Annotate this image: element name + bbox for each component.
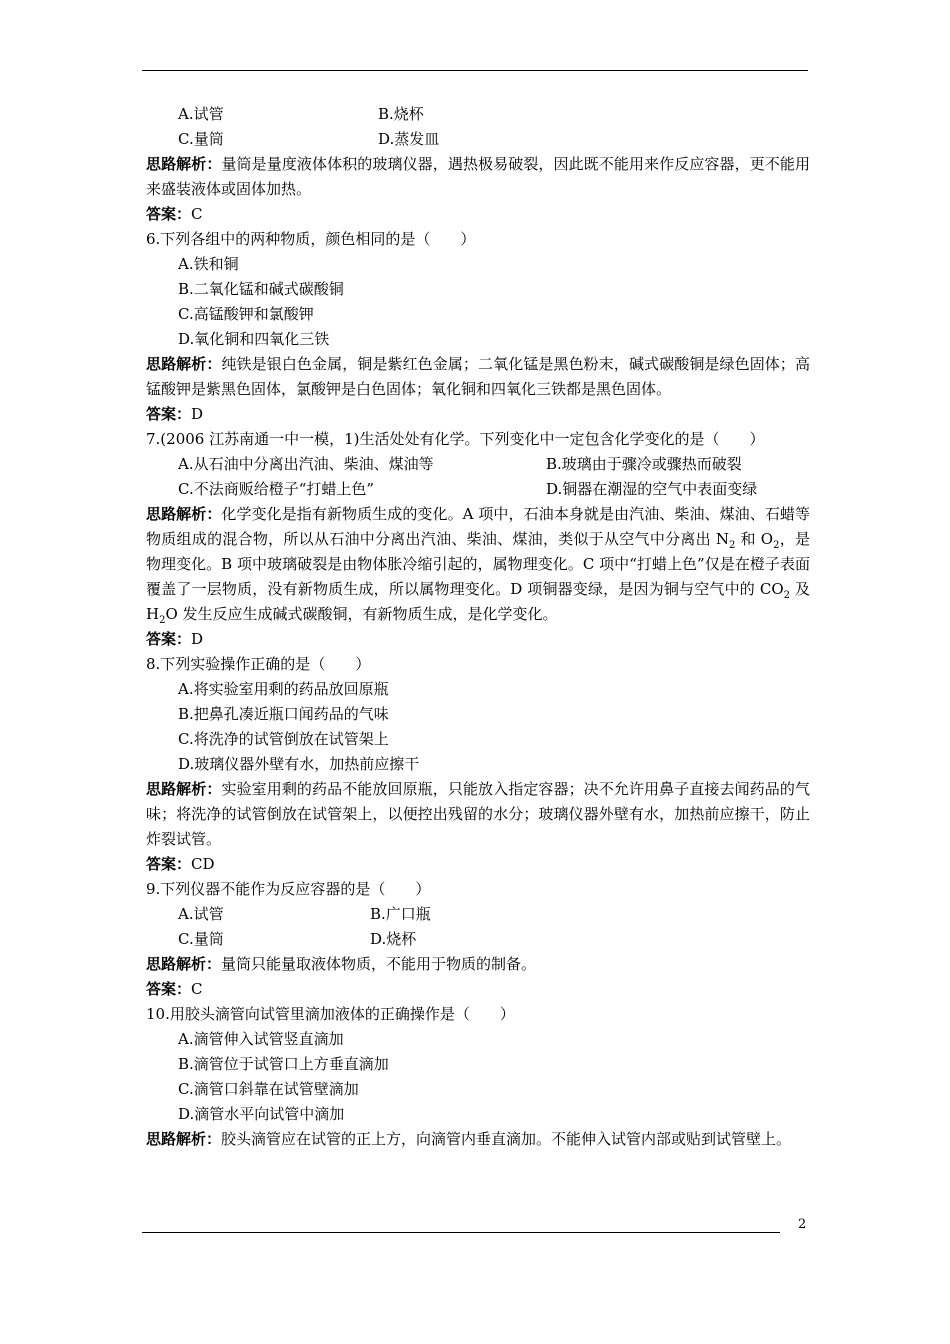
q6-option-b: B.二氧化锰和碱式碳酸铜 [178, 280, 344, 298]
q9-answer: 答案：C [146, 980, 203, 998]
q9-analysis: 思路解析：量筒只能量取液体物质，不能用于物质的制备。 [146, 955, 537, 973]
q5-option-a: A.试管 [178, 105, 224, 123]
q9-option-d: D.烧杯 [370, 930, 417, 948]
analysis-label: 思路解析： [146, 155, 222, 173]
q6-stem: 6.下列各组中的两种物质，颜色相同的是（ ） [146, 230, 476, 248]
q10-stem: 10.用胶头滴管向试管里滴加液体的正确操作是（ ） [146, 1005, 515, 1023]
q8-option-b: B.把鼻孔凑近瓶口闻药品的气味 [178, 705, 389, 723]
q7-analysis: 思路解析：化学变化是指有新物质生成的变化。A 项中，石油本身就是由汽油、柴油、煤油、石蜡等物质组成的混合物，所以从石油中分离出汽油、柴油、煤油，类似于从空气中分离出 $N_2$ 和 $O_2$，是物理变化。B 项中玻璃破裂是由物体胀冷缩引起的，属物理变化。C 项中“打蜡上色”仅是在橙子表面覆盖了一层物质，没有新物质生成，所以属物理变化。D 项铜器变绿，是因为铜与空气中的 $CO_2$ 及 $H_2O$ 发生反应生成碱式碳酸铜，有新物质生成，是化学变化。 [146, 505, 810, 626]
q8-option-d: D.玻璃仪器外壁有水，加热前应擦干 [178, 755, 420, 773]
q7-option-b: B.玻璃由于骤冷或骤热而破裂 [546, 455, 742, 473]
q5-analysis: 思路解析：量筒是量度液体体积的玻璃仪器，遇热极易破裂，因此既不能用来作反应容器，更不能用来盛装液体或固体加热。 [146, 155, 810, 198]
q5-option-b: B.烧杯 [378, 105, 424, 123]
q5-options-row-1 [146, 102, 810, 127]
q5-option-c: C.量筒 [178, 130, 224, 148]
q9-option-a: A.试管 [178, 905, 224, 923]
page-number: 2 [798, 1217, 807, 1232]
q9-stem: 9.下列仪器不能作为反应容器的是（ ） [146, 880, 431, 898]
document-body [146, 102, 810, 1152]
q7-option-d: D.铜器在潮湿的空气中表面变绿 [546, 480, 758, 498]
q10-analysis: 思路解析：胶头滴管应在试管的正上方，向滴管内垂直滴加。不能伸入试管内部或贴到试管壁上。 [146, 1130, 792, 1148]
q7-option-c: C.不法商贩给橙子“打蜡上色” [178, 480, 375, 498]
q5-options-row-2 [146, 127, 810, 152]
q9-option-b: B.广口瓶 [370, 905, 431, 923]
q5-option-d: D.蒸发皿 [378, 130, 440, 148]
q10-option-b: B.滴管位于试管口上方垂直滴加 [178, 1055, 389, 1073]
q6-analysis: 思路解析：纯铁是银白色金属，铜是紫红色金属；二氧化锰是黑色粉末，碱式碳酸铜是绿色固体；高锰酸钾是紫黑色固体，氯酸钾是白色固体；氧化铜和四氧化三铁都是黑色固体。 [146, 355, 810, 398]
q7-option-a: A.从石油中分离出汽油、柴油、煤油等 [178, 455, 434, 473]
q10-option-a: A.滴管伸入试管竖直滴加 [178, 1030, 344, 1048]
q10-option-d: D.滴管水平向试管中滴加 [178, 1105, 345, 1123]
q8-option-a: A.将实验室用剩的药品放回原瓶 [178, 680, 389, 698]
q5-answer: 答案：C [146, 205, 203, 223]
q9-options-row-2 [146, 927, 810, 952]
q9-option-c: C.量筒 [178, 930, 224, 948]
footer-rule [142, 1232, 780, 1233]
q6-answer: 答案：D [146, 405, 204, 423]
q7-options-row-1 [146, 452, 810, 477]
header-rule [142, 70, 808, 71]
q8-stem: 8.下列实验操作正确的是（ ） [146, 655, 371, 673]
q7-stem: 7.(2006 江苏南通一中一模，1)生活处处有化学。下列变化中一定包含化学变化的是（ ） [146, 430, 765, 448]
q6-option-a: A.铁和铜 [178, 255, 239, 273]
q8-analysis: 思路解析：实验室用剩的药品不能放回原瓶，只能放入指定容器；决不允许用鼻子直接去闻药品的气味；将洗净的试管倒放在试管架上，以便控出残留的水分；玻璃仪器外壁有水，加热前应擦干，防止炸裂试管。 [146, 780, 810, 848]
q6-option-d: D.氧化铜和四氧化三铁 [178, 330, 330, 348]
q10-option-c: C.滴管口斜靠在试管壁滴加 [178, 1080, 359, 1098]
q8-option-c: C.将洗净的试管倒放在试管架上 [178, 730, 389, 748]
q9-options-row-1 [146, 902, 810, 927]
q7-options-row-2 [146, 477, 810, 502]
q8-answer: 答案：CD [146, 855, 215, 873]
q7-answer: 答案：D [146, 630, 204, 648]
q6-option-c: C.高锰酸钾和氯酸钾 [178, 305, 314, 323]
